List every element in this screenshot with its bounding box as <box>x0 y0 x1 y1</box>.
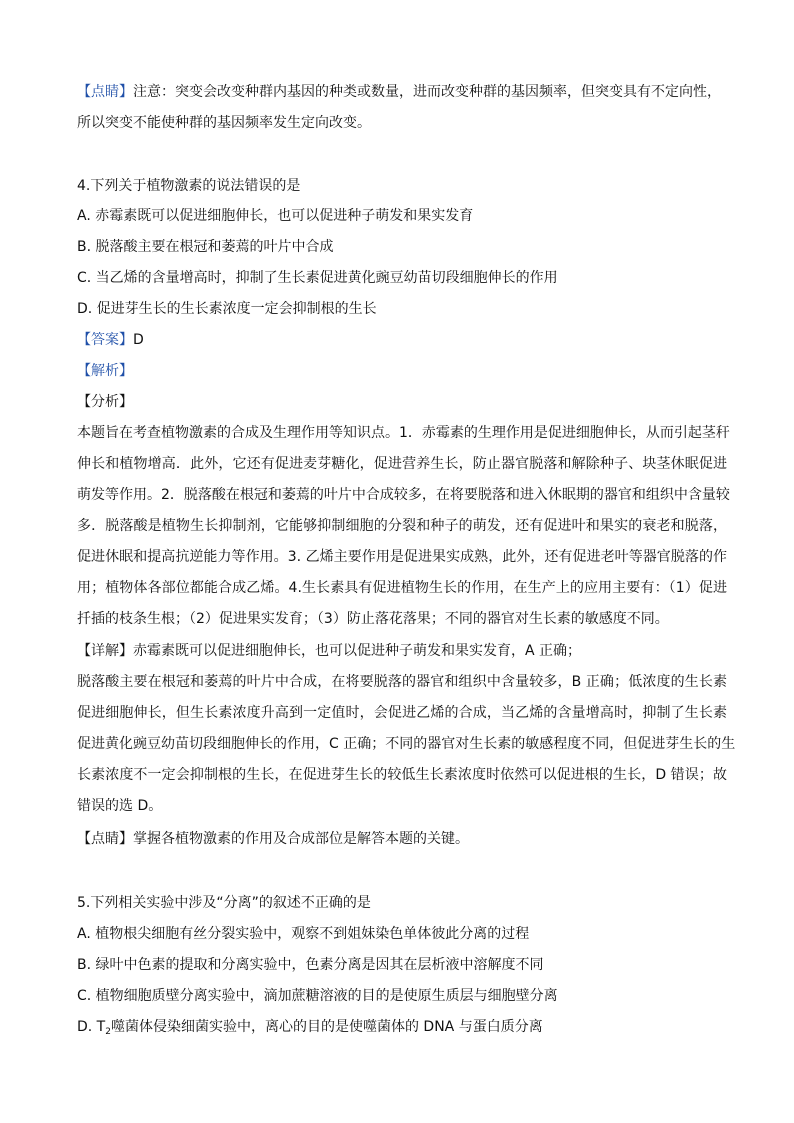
q4-option-a: A. 赤霉素既可以促进细胞伸长，也可以促进种子萌发和果实发育 <box>77 208 474 224</box>
q5-option-b: B. 绿叶中色素的提取和分离实验中，色素分离是因其在层析液中溶解度不同 <box>77 957 544 973</box>
xiangjie-tag: 【详解】 <box>77 643 133 659</box>
analysis-line: 萌发等作用。2．脱落酸在根冠和萎蔫的叶片中合成较多，在将要脱落和进入休眠期的器官和组织中含量较 <box>77 487 730 503</box>
detail-line: 【详解】赤霉素既可以促进细胞伸长，也可以促进种子萌发和果实发育，A 正确； <box>77 643 582 659</box>
analysis-line: 促进休眠和提高抗逆能力等作用。3. 乙烯主要作用是促进果实成熟，此外，还有促进老叶等器官脱落的作 <box>77 549 727 565</box>
dianjing-tag: 【点睛】 <box>77 831 133 847</box>
q5-option-a: A. 植物根尖细胞有丝分裂实验中，观察不到姐妹染色单体彼此分离的过程 <box>77 926 530 942</box>
detail-line: 促进黄化豌豆幼苗切段细胞伸长的作用，C 正确；不同的器官对生长素的敏感程度不同，但促进芽生长的生 <box>77 736 736 752</box>
answer-tag: 【答案】 <box>77 332 133 348</box>
q4-stem: 4.下列关于植物激素的说法错误的是 <box>77 178 301 194</box>
detail-line: 长素浓度不一定会抑制根的生长，在促进芽生长的较低生长素浓度时依然可以促进根的生长，D 错误；故 <box>77 767 727 783</box>
jiexi-tag: 【解析】 <box>77 363 133 379</box>
analysis-line: 本题旨在考查植物激素的合成及生理作用等知识点。1．赤霉素的生理作用是促进细胞伸长，从而引起茎秆 <box>77 425 730 441</box>
q5-stem: 5.下列相关实验中涉及“分离”的叙述不正确的是 <box>77 895 371 911</box>
detail-line: 错误的选 D。 <box>77 798 163 814</box>
dianjing-line: 【点睛】掌握各植物激素的作用及合成部位是解答本题的关键。 <box>77 831 469 847</box>
dianjing-line-1: 【点睛】注意：突变会改变种群内基因的种类或数量，进而改变种群的基因频率，但突变具有不定向性， <box>77 84 721 100</box>
subscript-2: 2 <box>105 1027 111 1037</box>
dianjing-line-2: 所以突变不能使种群的基因频率发生定向改变。 <box>77 115 371 131</box>
q4-option-d: D. 促进芽生长的生长素浓度一定会抑制根的生长 <box>77 301 377 317</box>
analysis-line: 扦插的枝条生根；（2）促进果实发育；（3）防止落花落果；不同的器官对生长素的敏感度不同。 <box>77 611 669 627</box>
detail-line: 脱落酸主要在根冠和萎蔫的叶片中合成，在将要脱落的器官和组织中含量较多，B 正确；低浓度的生长素 <box>77 674 727 690</box>
answer-line <box>77 330 727 350</box>
detail-line: 促进细胞伸长，但生长素浓度升高到一定值时，会促进乙烯的合成，当乙烯的含量增高时，抑制了生长素 <box>77 705 727 721</box>
q5-option-c: C. 植物细胞质壁分离实验中，滴加蔗糖溶液的目的是使原生质层与细胞壁分离 <box>77 988 558 1004</box>
dianjing-tag: 【点睛】 <box>77 84 133 100</box>
analysis-line: 用；植物体各部位都能合成乙烯。4.生长素具有促进植物生长的作用，在生产上的应用主要有：（1）促进 <box>77 580 727 596</box>
fenxi-tag: 【分析】 <box>77 394 133 410</box>
analysis-line: 多．脱落酸是植物生长抑制剂，它能够抑制细胞的分裂和种子的萌发，还有促进叶和果实的衰老和脱落， <box>77 518 727 534</box>
q5-option-d: D. $T_2$噬菌体侵染细菌实验中，离心的目的是使噬菌体的 DNA 与蛋白质分离 <box>77 1019 543 1037</box>
analysis-line: 伸长和植物增高．此外，它还有促进麦芽糖化，促进营养生长，防止器官脱落和解除种子、块茎休眠促进 <box>77 456 727 472</box>
answer-value: D <box>133 332 144 348</box>
q4-option-b: B. 脱落酸主要在根冠和萎蔫的叶片中合成 <box>77 239 334 255</box>
q4-option-c: C. 当乙烯的含量增高时，抑制了生长素促进黄化豌豆幼苗切段细胞伸长的作用 <box>77 270 558 286</box>
